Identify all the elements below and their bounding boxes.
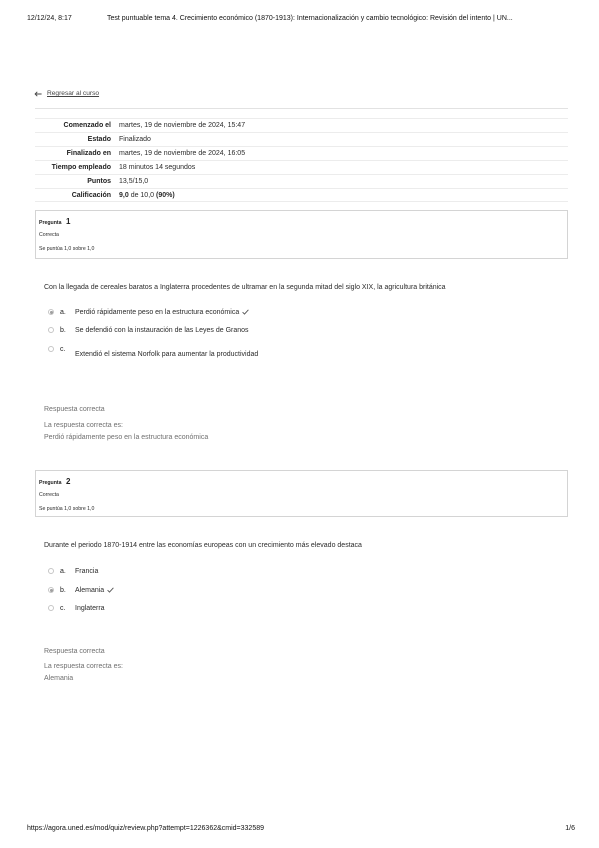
summary-row-finished [35, 146, 568, 160]
summary-label: Calificación [71, 192, 111, 199]
answer-text: Francia [75, 567, 99, 575]
summary-label: Tiempo empleado [51, 164, 111, 171]
arrow-left-icon [34, 91, 42, 97]
answer-text-wrap [75, 326, 249, 335]
summary-row-started [35, 118, 568, 132]
question-number [39, 475, 70, 488]
answer-radio[interactable] [48, 327, 54, 333]
answer-radio[interactable] [48, 309, 54, 315]
answer-text: Perdió rápidamente peso en la estructura económica [75, 308, 240, 316]
right-answer-intro: La respuesta correcta es: [44, 662, 123, 670]
question-label: Pregunta [39, 480, 62, 486]
print-footer-page-number: 1/6 [565, 825, 575, 832]
summary-label: Comenzado el [63, 122, 111, 129]
answer-radio[interactable] [48, 568, 54, 574]
question-info-box [35, 210, 568, 259]
grade-score: 9,0 [119, 192, 129, 199]
summary-label: Puntos [87, 178, 111, 185]
summary-row-state [35, 132, 568, 146]
question-state: Correcta [39, 492, 59, 498]
summary-value: Finalizado [119, 136, 151, 143]
back-to-course-label: Regresar al curso [47, 90, 100, 97]
check-icon [107, 587, 114, 593]
question-number [39, 215, 70, 228]
grade-value [119, 189, 175, 202]
grade-percent: (90%) [156, 192, 175, 199]
answer-radio[interactable] [48, 587, 54, 593]
question-grade: Se puntúa 1,0 sobre 1,0 [39, 246, 95, 252]
answer-text: Alemania [75, 586, 105, 594]
print-header-datetime: 12/12/24, 8:17 [27, 15, 72, 22]
summary-label: Finalizado en [66, 150, 111, 157]
check-icon [242, 309, 249, 315]
answer-text-wrap [75, 604, 105, 613]
answer-letter: c. [60, 604, 66, 612]
summary-value: 18 minutos 14 segundos [119, 164, 196, 171]
summary-value: martes, 19 de noviembre de 2024, 15:47 [119, 122, 246, 129]
answer-text: Extendió el sistema Norfolk para aumentar la productividad [75, 350, 259, 358]
answer-text-wrap [75, 586, 114, 595]
question-info-box [35, 470, 568, 517]
answer-text-wrap [75, 308, 249, 317]
grade-out-of: de 10,0 [130, 192, 155, 199]
answer-text: Se defendió con la instauración de las Leyes de Granos [75, 326, 249, 334]
right-answer-intro: La respuesta correcta es: [44, 421, 123, 429]
answer-letter: a. [60, 567, 66, 575]
summary-value: martes, 19 de noviembre de 2024, 16:05 [119, 150, 246, 157]
right-answer: Perdió rápidamente peso en la estructura económica [44, 433, 209, 441]
answer-radio[interactable] [48, 346, 54, 352]
question-number-value: 2 [65, 477, 71, 486]
answer-text-wrap [75, 567, 98, 576]
question-state: Correcta [39, 232, 59, 238]
question-text: Durante el periodo 1870-1914 entre las economías europeas con un crecimiento más elevado destaca [44, 541, 362, 549]
summary-value: 13,5/15,0 [119, 178, 149, 185]
right-answer: Alemania [44, 674, 74, 682]
summary-row-grade [35, 188, 568, 202]
attempt-summary-table [35, 118, 568, 202]
answer-letter: a. [60, 308, 66, 316]
summary-row-points [35, 174, 568, 188]
feedback-status: Respuesta correcta [44, 405, 105, 413]
answer-letter: b. [60, 586, 66, 594]
answer-text: Inglaterra [75, 604, 105, 612]
answer-letter: b. [60, 326, 66, 334]
question-number-value: 1 [65, 217, 71, 226]
answer-letter: c. [60, 345, 66, 353]
header-divider [35, 108, 568, 109]
summary-row-time-taken [35, 160, 568, 174]
feedback-status: Respuesta correcta [44, 647, 105, 655]
back-to-course-link[interactable] [34, 89, 99, 98]
answer-text-wrap [75, 350, 258, 359]
question-grade: Se puntúa 1,0 sobre 1,0 [39, 506, 95, 512]
answer-radio[interactable] [48, 605, 54, 611]
print-footer-url: https://agora.uned.es/mod/quiz/review.php?attempt=1226362&cmid=332589 [27, 825, 264, 832]
print-header-title: Test puntuable tema 4. Crecimiento económico (1870-1913): Internacionalización y cambio tecnológico: Revisión del intento | UN... [107, 15, 513, 22]
question-text: Con la llegada de cereales baratos a Inglaterra procedentes de ultramar en la segunda mitad del siglo XIX, la agricultura británica [44, 283, 446, 291]
summary-label: Estado [87, 136, 111, 143]
question-label: Pregunta [39, 220, 62, 226]
